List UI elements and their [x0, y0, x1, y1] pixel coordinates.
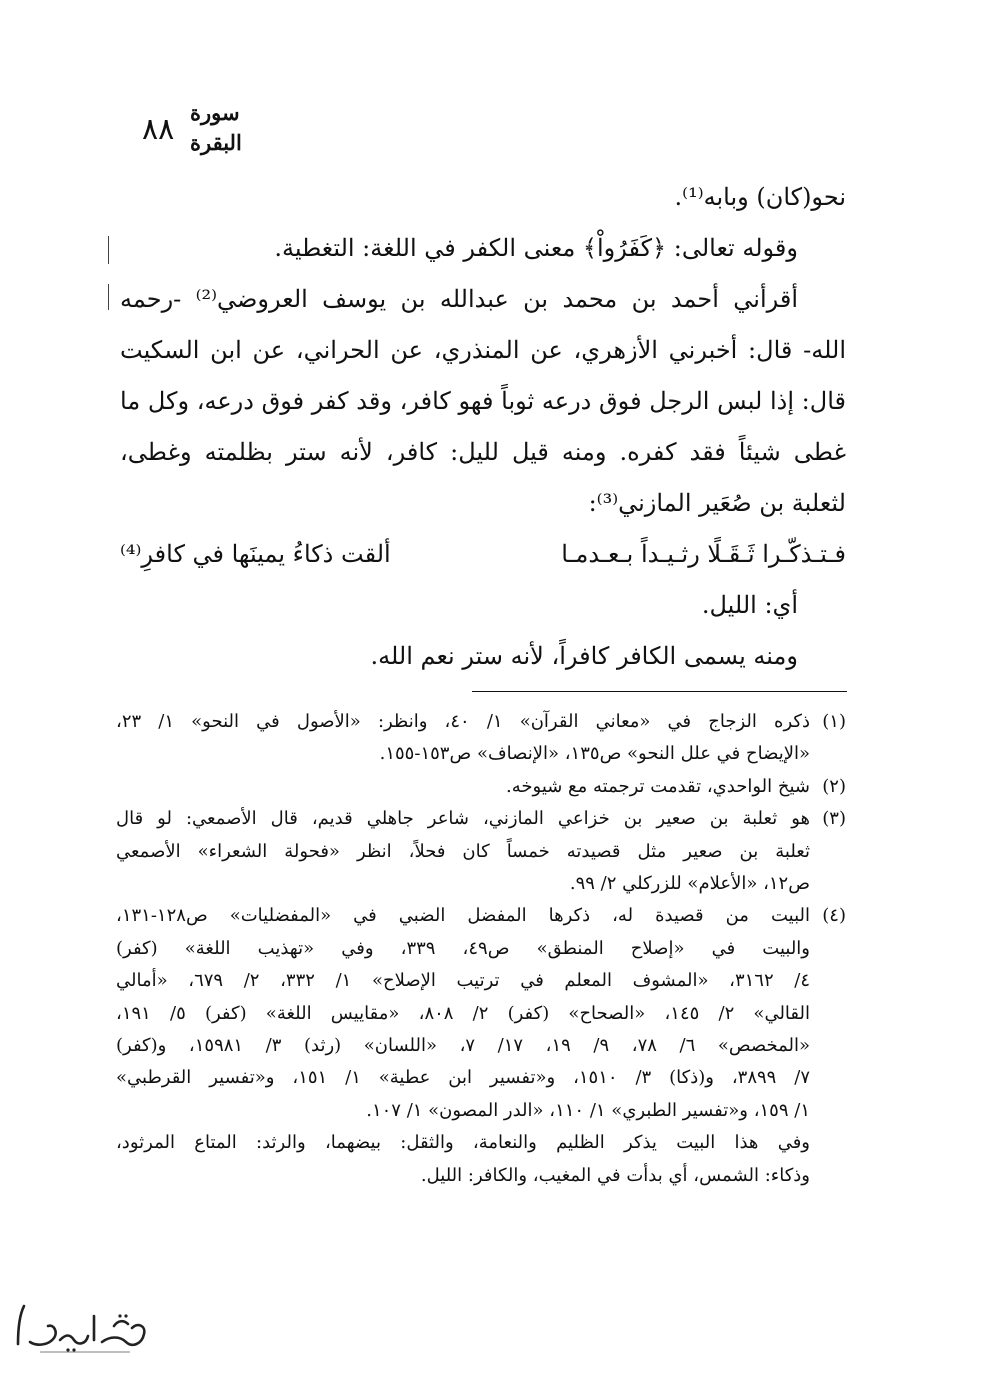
main-line-2: وقوله تعالى: ﴿كَفَرُواْ﴾ معنى الكفر في اللغة: التغطية.: [274, 234, 798, 262]
footnote-line: هو ثعلبة بن صعير بن خزاعي المازني، شاعر جاهلي قديم، قال الأصمعي: لو قال: [116, 808, 810, 830]
footnote-number: (١): [822, 711, 846, 732]
footnote-line: وذكاء: الشمس، أي بدأت في المغيب، والكافر: الليل.: [420, 1164, 810, 1186]
footnote-separator: [472, 691, 847, 692]
running-header-surah-title: سورة البقرة: [190, 100, 242, 155]
main-line-3: أقرأني أحمد بن محمد بن عبدالله بن يوسف العروضي⁽²⁾ -رحمه: [120, 285, 798, 313]
footnote-1: [116, 706, 846, 771]
poetry-verse: [120, 529, 846, 580]
footnote-4: [116, 900, 846, 1127]
footnote-line: شيخ الواحدي، تقدمت ترجمته مع شيوخه.: [506, 775, 810, 797]
footnote-line: القالي» ٢/ ١٤٥، «الصحاح» (كفر) ٢/ ٨٠٨، «مقاييس اللغة» (كفر) ٥/ ١٩١،: [116, 1002, 810, 1024]
footnote-line: ٤/ ٣١٦٢، «المشوف المعلم في ترتيب الإصلاح» ١/ ٣٣٢، ٢/ ٦٧٩، «أمالي: [116, 970, 810, 992]
footnote-line: «المخصص» ٦/ ٧٨، ٩/ ١٩، ١٧/ ٧، «اللسان» (رثد) ٣/ ١٥٩٨١، و(كفر): [116, 1034, 810, 1056]
margin-mark-top: [108, 236, 109, 264]
footnote-4-continuation: [116, 1127, 846, 1192]
footnote-number: (٤): [822, 905, 846, 927]
footnote-3: [116, 803, 846, 900]
main-line-6: غطى شيئاً فقد كفره. ومنه قيل لليل: كافر، لأنه ستر بظلمته وغطى،: [120, 438, 846, 466]
footnote-number: (٣): [822, 808, 846, 830]
footnote-line: ٧/ ٣٨٩٩، و(ذكا) ٣/ ١٥١٠، و«تفسير ابن عطية» ١/ ١٥١، و«تفسير القرطبي»: [116, 1067, 810, 1089]
verse-first-hemistich: فـتـذكّـرا ثَـقَـلًا رثـيـداً بـعـدمـا: [561, 540, 846, 568]
footnote-line: ثعلبة بن صعير مثل قصيدته خمساً كان فحلاً، انظر «فحولة الشعراء» الأصمعي: [116, 840, 810, 862]
calligraphic-watermark-logo: [10, 1296, 160, 1356]
main-line-8: أي: الليل.: [701, 591, 798, 619]
footnote-line: ص١٢، «الأعلام» للزركلي ٢/ ٩٩.: [569, 872, 810, 894]
footnote-number: (٢): [822, 775, 846, 797]
verse-second-hemistich: ألقت ذكاءُ يمينَها في كافرِ⁽⁴⁾: [120, 540, 391, 568]
main-line-9: ومنه يسمى الكافر كافراً، لأنه ستر نعم الله.: [370, 642, 798, 670]
margin-mark-bottom: [108, 284, 109, 310]
main-line-7: لثعلبة بن صُعَير المازني⁽³⁾:: [588, 489, 846, 517]
footnote-line: البيت من قصيدة له، ذكرها المفضل الضبي في «المفضليات» ص١٢٨-١٣١،: [116, 905, 810, 927]
footnote-line: وفي هذا البيت يذكر الظليم والنعامة، والثقل: بيضهما، والرثد: المتاع المرثود،: [116, 1132, 810, 1154]
main-line-1: نحو(كان) وبابه⁽¹⁾.: [674, 183, 846, 211]
main-line-5: قال: إذا لبس الرجل فوق درعه ثوباً فهو كافر، وقد كفر فوق درعه، وكل ما: [120, 387, 846, 415]
footnote-line: «الإيضاح في علل النحو» ص١٣٥، «الإنصاف» ص١٥٣-١٥٥.: [379, 743, 810, 765]
page-number: ٨٨: [142, 112, 175, 147]
footnote-2: [116, 771, 846, 803]
main-line-4: الله- قال: أخبرني الأزهري، عن المنذري، عن الحراني، عن ابن السكيت: [120, 336, 846, 364]
footnotes: [116, 706, 846, 1192]
footnote-line: ذكره الزجاج في «معاني القرآن» ١/ ٤٠، وانظر: «الأصول في النحو» ١/ ٢٣،: [116, 711, 810, 732]
main-text: [120, 172, 846, 682]
footnote-line: والبيت في «إصلاح المنطق» ص٤٩، ٣٣٩، وفي «تهذيب اللغة» (كفر): [116, 937, 810, 959]
footnote-line: ١/ ١٥٩، و«تفسير الطبري» ١/ ١١٠، «الدر المصون» ١/ ١٠٧.: [366, 1099, 810, 1121]
